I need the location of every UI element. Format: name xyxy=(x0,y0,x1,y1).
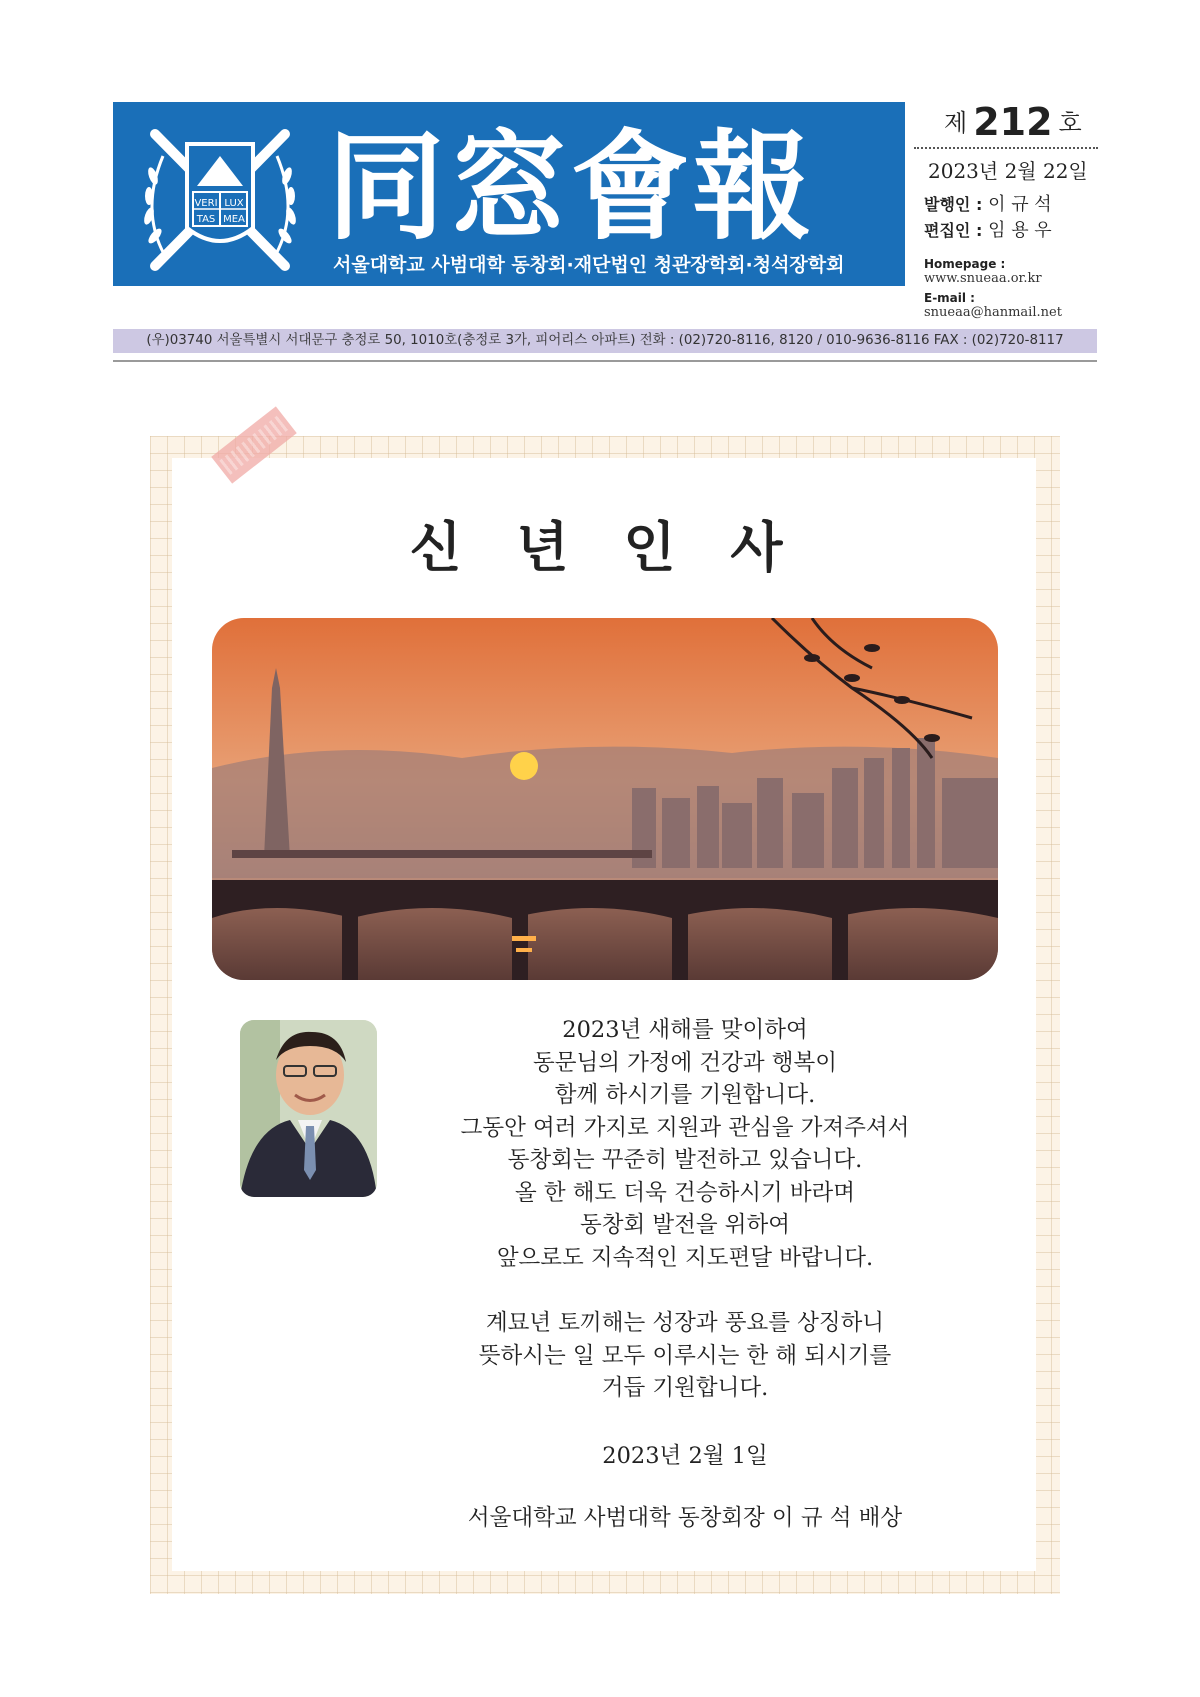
sunset-photo xyxy=(212,618,998,980)
publication-date: 2023년 2월 22일 xyxy=(928,159,1088,183)
message-line: 올 한 해도 더욱 건승하시기 바라며 xyxy=(514,1179,856,1206)
message-line: 동창회는 꾸준히 발전하고 있습니다. xyxy=(507,1147,863,1173)
message-line: 계묘년 토끼해는 성장과 풍요를 상징하니 xyxy=(485,1310,885,1336)
message-line: 2023년 새해를 맞이하여 xyxy=(562,1017,808,1043)
letter-date: 2023년 2월 1일 xyxy=(602,1443,768,1469)
message-line: 뜻하시는 일 모두 이루시는 한 해 되시기를 xyxy=(478,1342,892,1369)
message-line: 함께 하시기를 기원합니다. xyxy=(554,1082,816,1108)
emblem-text-lux: LUX xyxy=(224,198,244,209)
publisher-label: 발행인 : xyxy=(924,195,983,214)
emblem-text-tas: TAS xyxy=(196,214,216,225)
emblem-text-mea: MEA xyxy=(223,214,245,225)
email-label: E-mail : xyxy=(924,291,975,305)
letter-signature: 서울대학교 사범대학 동창회장 이 규 석 배상 xyxy=(467,1505,903,1531)
greeting-message xyxy=(390,1014,980,1405)
editor-line xyxy=(924,216,1052,242)
letter-heading: 신 년 인 사 xyxy=(409,515,801,579)
masthead-banner xyxy=(113,102,905,286)
homepage-link[interactable]: www.snueaa.or.kr xyxy=(924,271,1042,286)
message-line: 동문님의 가정에 건강과 행복이 xyxy=(532,1049,837,1076)
masthead-subtitle: 서울대학교 사범대학 동창회·재단법인 청관장학회·청석장학회 xyxy=(333,254,845,276)
message-line: 그동안 여러 가지로 지원과 관심을 가져주셔서 xyxy=(460,1114,910,1141)
masthead-divider xyxy=(113,360,1097,362)
issue-number xyxy=(944,100,1084,144)
issue-suffix: 호 xyxy=(1058,109,1082,137)
paragraph-spacer xyxy=(390,1274,980,1307)
masthead-title: 同窓會報 xyxy=(327,118,816,256)
email-link[interactable]: snueaa@hanmail.net xyxy=(924,305,1062,320)
message-line: 거듭 기원합니다. xyxy=(601,1375,769,1401)
editor-name: 임 용 우 xyxy=(988,220,1052,241)
publisher-line xyxy=(924,190,1052,216)
publisher-name: 이 규 석 xyxy=(988,194,1052,215)
address-bar: (우)03740 서울특별시 서대문구 충정로 50, 1010호(충정로 3가, 피어리스 아파트) 전화 : (02)720-8116, 8120 / 010-9636-8116 FAX : (02)720-8117 xyxy=(113,329,1097,353)
issue-divider xyxy=(914,147,1098,149)
message-line: 앞으로도 지속적인 지도편달 바랍니다. xyxy=(496,1244,874,1271)
editor-label: 편집인 : xyxy=(924,221,983,240)
issue-prefix: 제 xyxy=(944,109,968,137)
issue-value: 212 xyxy=(973,100,1053,144)
message-line: 동창회 발전을 위하여 xyxy=(580,1212,790,1238)
university-emblem xyxy=(135,116,305,276)
homepage-label: Homepage : xyxy=(924,257,1006,271)
president-portrait xyxy=(240,1020,377,1197)
emblem-text-veri: VERI xyxy=(194,198,218,209)
